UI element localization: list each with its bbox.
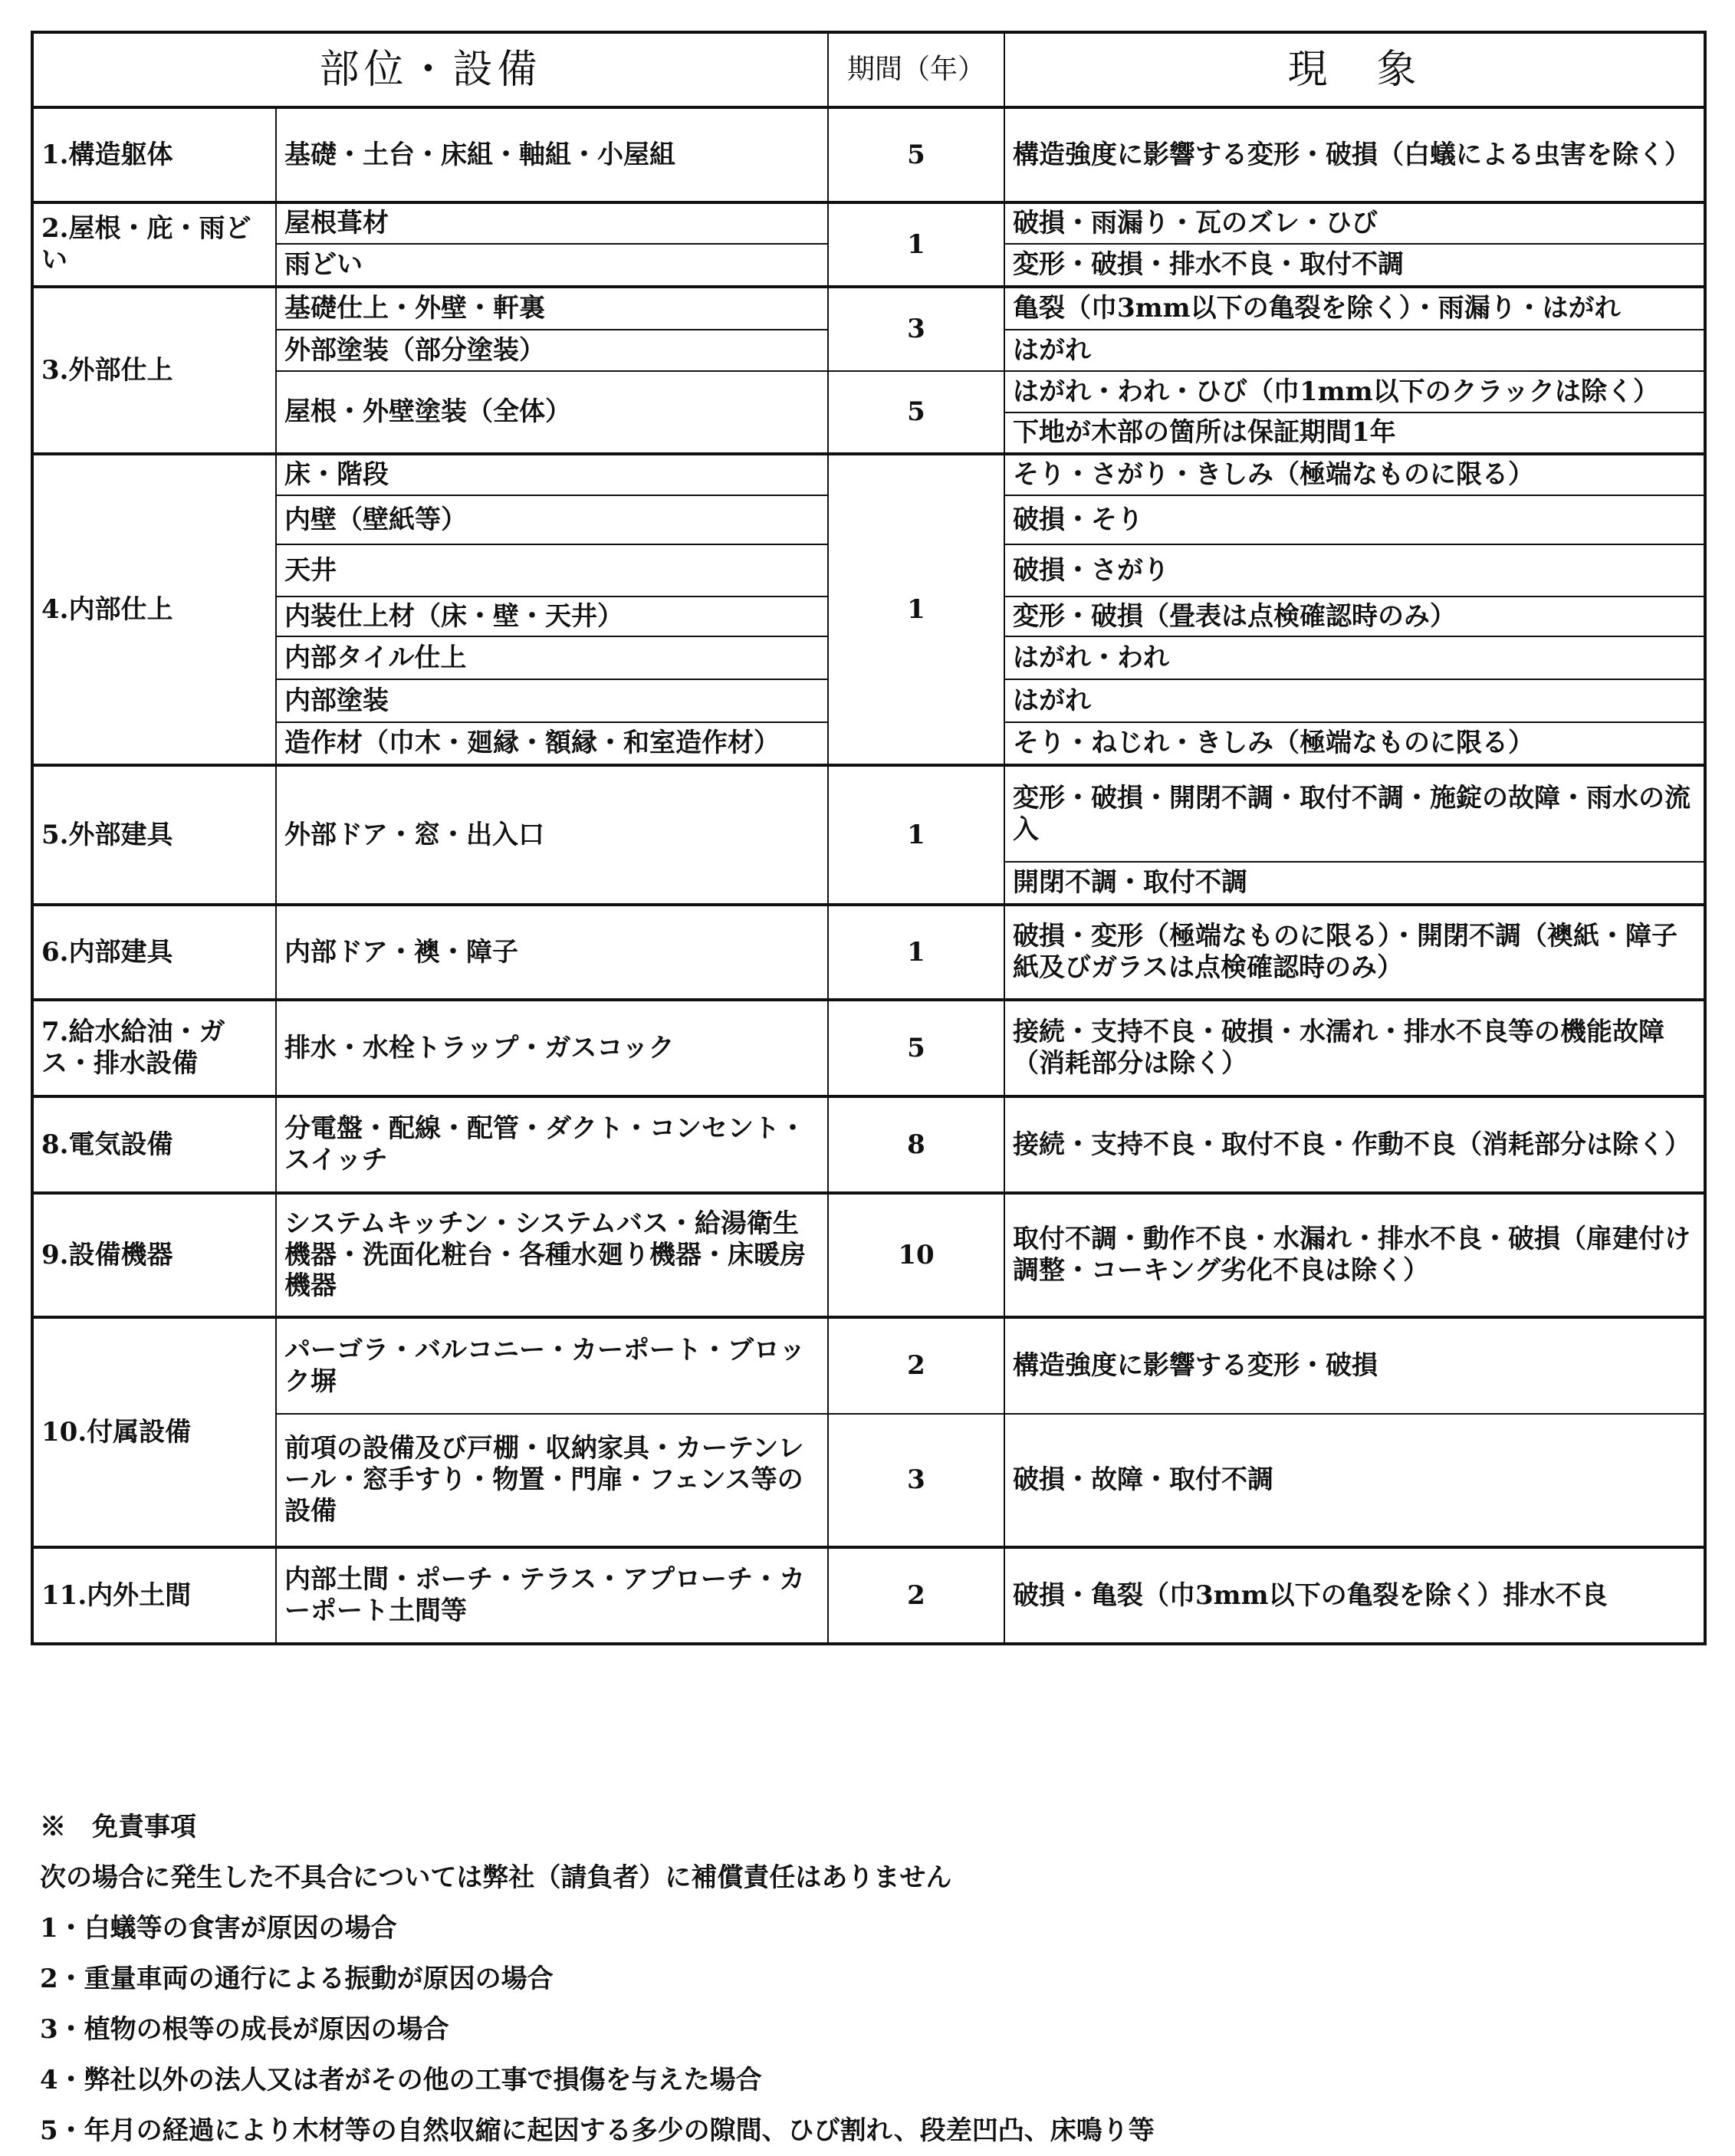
- period-cell: 10: [828, 1193, 1004, 1317]
- period-cell: 8: [828, 1096, 1004, 1193]
- table-row: [32, 1193, 1705, 1317]
- phenomenon-cell: 構造強度に影響する変形・破損（白蟻による虫害を除く）: [1004, 107, 1705, 202]
- table-row: [32, 905, 1705, 1000]
- phenomenon-cell: 破損・故障・取付不調: [1004, 1414, 1705, 1547]
- item-cell: 天井: [276, 544, 828, 597]
- category-cell: 1.構造躯体: [32, 107, 276, 202]
- disclaimer-title: ※ 免責事項: [40, 1812, 196, 1842]
- phenomenon-cell: 亀裂（巾3mm以下の亀裂を除く）・雨漏り・はがれ: [1004, 287, 1705, 330]
- table-row: [32, 1317, 1705, 1414]
- item-cell: 外部ドア・窓・出入口: [276, 765, 828, 905]
- phenomenon-cell: 構造強度に影響する変形・破損: [1004, 1317, 1705, 1414]
- category-cell: 4.内部仕上: [32, 454, 276, 765]
- table-header-row: [32, 32, 1705, 107]
- header-period: 期間（年）: [828, 32, 1004, 107]
- category-cell: 10.付属設備: [32, 1317, 276, 1547]
- header-part-equipment: 部位・設備: [32, 32, 828, 107]
- table-row: [32, 371, 1705, 412]
- item-cell: 屋根・外壁塗装（全体）: [276, 371, 828, 454]
- header-phenomenon: 現 象: [1004, 32, 1705, 107]
- item-cell: 基礎仕上・外壁・軒裏: [276, 287, 828, 330]
- category-cell: 3.外部仕上: [32, 287, 276, 454]
- table-row: [32, 1547, 1705, 1644]
- category-cell: 9.設備機器: [32, 1193, 276, 1317]
- item-cell: 外部塗装（部分塗装）: [276, 330, 828, 371]
- phenomenon-cell: 接続・支持不良・取付不良・作動不良（消耗部分は除く）: [1004, 1096, 1705, 1193]
- phenomenon-cell: 変形・破損・開閉不調・取付不調・施錠の故障・雨水の流入: [1004, 765, 1705, 862]
- item-cell: 前項の設備及び戸棚・収納家具・カーテンレール・窓手すり・物置・門扉・フェンス等の設備: [276, 1414, 828, 1547]
- item-cell: 造作材（巾木・廻縁・額縁・和室造作材）: [276, 722, 828, 765]
- period-cell: 1: [828, 202, 1004, 287]
- period-cell: 3: [828, 287, 1004, 371]
- phenomenon-cell: はがれ: [1004, 679, 1705, 722]
- item-cell: 基礎・土台・床組・軸組・小屋組: [276, 107, 828, 202]
- table-row: [32, 107, 1705, 202]
- period-cell: 5: [828, 371, 1004, 454]
- item-cell: 排水・水栓トラップ・ガスコック: [276, 1000, 828, 1096]
- phenomenon-cell: はがれ・われ: [1004, 636, 1705, 679]
- item-cell: 内部塗装: [276, 679, 828, 722]
- disclaimer-item: 1・白蟻等の食害が原因の場合: [40, 1913, 397, 1944]
- period-cell: 5: [828, 107, 1004, 202]
- category-cell: 11.内外土間: [32, 1547, 276, 1644]
- period-cell: 5: [828, 1000, 1004, 1096]
- table-row: [32, 202, 1705, 244]
- item-cell: 内部ドア・襖・障子: [276, 905, 828, 1000]
- period-cell: 1: [828, 905, 1004, 1000]
- category-cell: 6.内部建具: [32, 905, 276, 1000]
- phenomenon-cell: 破損・変形（極端なものに限る）・開閉不調（襖紙・障子紙及びガラスは点検確認時のみ）: [1004, 905, 1705, 1000]
- phenomenon-cell: 開閉不調・取付不調: [1004, 862, 1705, 905]
- item-cell: 屋根葺材: [276, 202, 828, 244]
- disclaimer-item: 2・重量車両の通行による振動が原因の場合: [40, 1964, 554, 1994]
- table-row: [32, 287, 1705, 330]
- disclaimer-section: [40, 1802, 1688, 2156]
- item-cell: 分電盤・配線・配管・ダクト・コンセント・スイッチ: [276, 1096, 828, 1193]
- table-row: [32, 765, 1705, 862]
- category-cell: 2.屋根・庇・雨どい: [32, 202, 276, 287]
- period-cell: 3: [828, 1414, 1004, 1547]
- phenomenon-cell: 接続・支持不良・破損・水濡れ・排水不良等の機能故障（消耗部分は除く）: [1004, 1000, 1705, 1096]
- period-cell: 1: [828, 765, 1004, 905]
- phenomenon-cell: 変形・破損・排水不良・取付不調: [1004, 244, 1705, 287]
- phenomenon-cell: そり・ねじれ・きしみ（極端なものに限る）: [1004, 722, 1705, 765]
- phenomenon-cell: はがれ・われ・ひび（巾1mm以下のクラックは除く）: [1004, 371, 1705, 412]
- period-cell: 1: [828, 454, 1004, 765]
- phenomenon-cell: 下地が木部の箇所は保証期間1年: [1004, 412, 1705, 454]
- phenomenon-cell: はがれ: [1004, 330, 1705, 371]
- item-cell: システムキッチン・システムバス・給湯衛生機器・洗面化粧台・各種水廻り機器・床暖房機器: [276, 1193, 828, 1317]
- disclaimer-item: 3・植物の根等の成長が原因の場合: [40, 2014, 449, 2045]
- item-cell: 内壁（壁紙等）: [276, 495, 828, 544]
- item-cell: パーゴラ・バルコニー・カーポート・ブロック塀: [276, 1317, 828, 1414]
- phenomenon-cell: 破損・亀裂（巾3mm以下の亀裂を除く）排水不良: [1004, 1547, 1705, 1644]
- phenomenon-cell: 変形・破損（畳表は点検確認時のみ）: [1004, 597, 1705, 636]
- phenomenon-cell: そり・さがり・きしみ（極端なものに限る）: [1004, 454, 1705, 495]
- disclaimer-item: 5・年月の経過により木材等の自然収縮に起因する多少の隙間、ひび割れ、段差凹凸、床鳴り等: [40, 2115, 1155, 2146]
- category-cell: 7.給水給油・ガス・排水設備: [32, 1000, 276, 1096]
- item-cell: 内部タイル仕上: [276, 636, 828, 679]
- item-cell: 雨どい: [276, 244, 828, 287]
- phenomenon-cell: 破損・雨漏り・瓦のズレ・ひび: [1004, 202, 1705, 244]
- table-row: [32, 454, 1705, 495]
- category-cell: 5.外部建具: [32, 765, 276, 905]
- phenomenon-cell: 破損・さがり: [1004, 544, 1705, 597]
- item-cell: 内装仕上材（床・壁・天井）: [276, 597, 828, 636]
- item-cell: 内部土間・ポーチ・テラス・アプローチ・カーポート土間等: [276, 1547, 828, 1644]
- period-cell: 2: [828, 1547, 1004, 1644]
- table-row: [32, 1096, 1705, 1193]
- category-cell: 8.電気設備: [32, 1096, 276, 1193]
- disclaimer-item: 4・弊社以外の法人又は者がその他の工事で損傷を与えた場合: [40, 2065, 762, 2095]
- table-row: [32, 1000, 1705, 1096]
- warranty-table: [31, 31, 1707, 1645]
- disclaimer-intro: 次の場合に発生した不具合については弊社（請負者）に補償責任はありません: [40, 1862, 952, 1893]
- phenomenon-cell: 取付不調・動作不良・水漏れ・排水不良・破損（扉建付け調整・コーキング劣化不良は除く）: [1004, 1193, 1705, 1317]
- item-cell: 床・階段: [276, 454, 828, 495]
- period-cell: 2: [828, 1317, 1004, 1414]
- phenomenon-cell: 破損・そり: [1004, 495, 1705, 544]
- table-row: [32, 1414, 1705, 1547]
